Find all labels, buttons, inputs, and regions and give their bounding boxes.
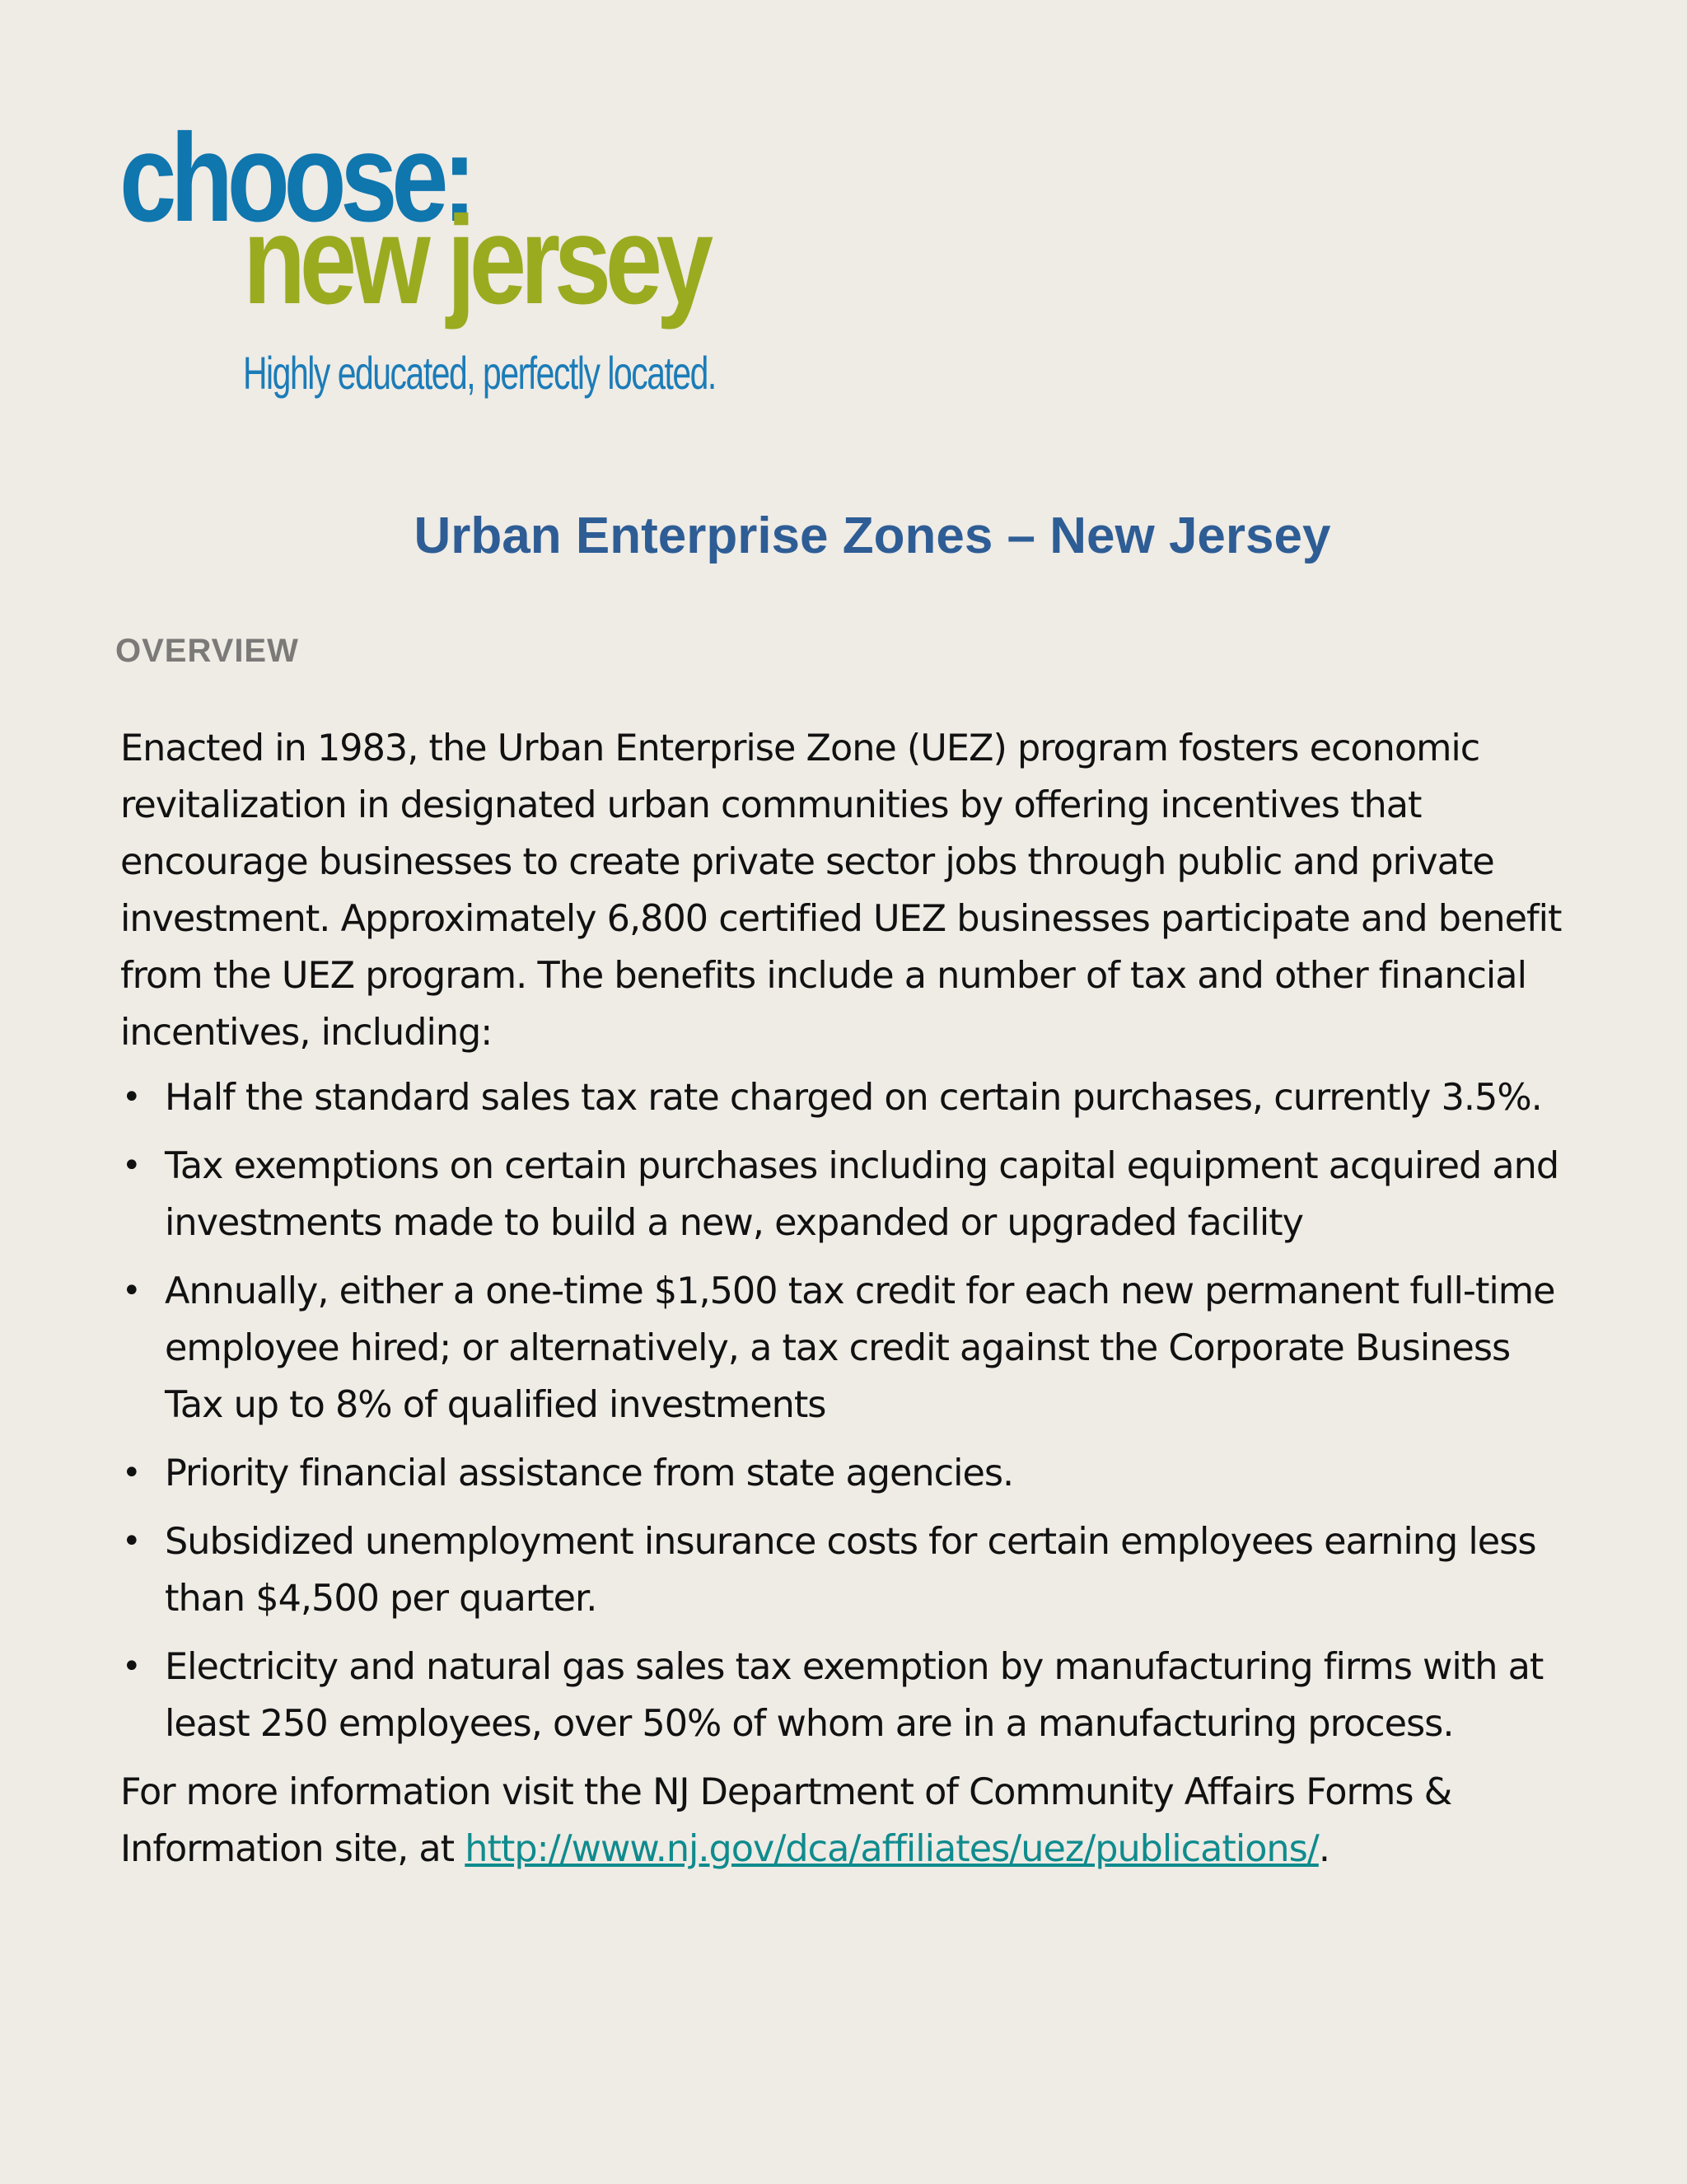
section-heading-overview: OVERVIEW (115, 633, 299, 669)
bullet-icon: • (122, 1147, 141, 1185)
list-item-text: Priority financial assistance from state agencies. (165, 1452, 1014, 1494)
list-item-text: Half the standard sales tax rate charged on certain purchases, currently 3.5%. (165, 1077, 1542, 1119)
footer-period: . (1318, 1828, 1330, 1870)
list-item (120, 1138, 1570, 1251)
bullet-icon: • (122, 1454, 141, 1492)
list-item (120, 1445, 1570, 1502)
intro-paragraph: Enacted in 1983, the Urban Enterprise Zone (UEZ) program fosters economic revitalization in designated urban communities by offering incentives that encourage businesses to create private sector jobs through public and private investment. Approximately 6,800 certified UEZ businesses participate and benefit from the UEZ program. The benefits include a number of tax and other financial incentives, including: (120, 727, 1562, 1054)
list-item (120, 1263, 1570, 1433)
footer-text: For more information visit the NJ Department of Community Affairs Forms & Information site, at (120, 1771, 1452, 1870)
footer-paragraph (120, 1764, 1570, 1878)
list-item (120, 1069, 1570, 1126)
logo-choose-text: choose: (119, 108, 471, 248)
logo-tagline: Highly educated, perfectly located. (243, 347, 716, 399)
bullet-icon: • (122, 1648, 141, 1686)
choose-new-jersey-logo (119, 108, 716, 412)
list-item-text: Annually, either a one-time $1,500 tax credit for each new permanent full-time employee hired; or alternatively, a tax credit against the Corporate Business Tax up to 8% of qualified investments (165, 1270, 1555, 1426)
bullet-icon: • (122, 1078, 141, 1116)
list-item (120, 1513, 1570, 1627)
incentives-list (120, 1069, 1570, 1752)
list-item-text: Subsidized unemployment insurance costs for certain employees earning less than $4,500 per quarter. (165, 1521, 1536, 1620)
bullet-icon: • (122, 1522, 141, 1560)
list-item-text: Electricity and natural gas sales tax exemption by manufacturing firms with at least 250 employees, over 50% of whom are in a manufacturing process. (165, 1646, 1544, 1745)
document-title: Urban Enterprise Zones – New Jersey (414, 507, 1331, 564)
list-item-text: Tax exemptions on certain purchases including capital equipment acquired and investments made to build a new, expanded or upgraded facility (165, 1145, 1559, 1244)
document-body (120, 720, 1570, 1878)
publications-link[interactable]: http://www.nj.gov/dca/affiliates/uez/publications/ (465, 1828, 1319, 1870)
list-item (120, 1639, 1570, 1752)
bullet-icon: • (122, 1272, 141, 1310)
logo-new-jersey-text: new jersey (243, 190, 708, 330)
